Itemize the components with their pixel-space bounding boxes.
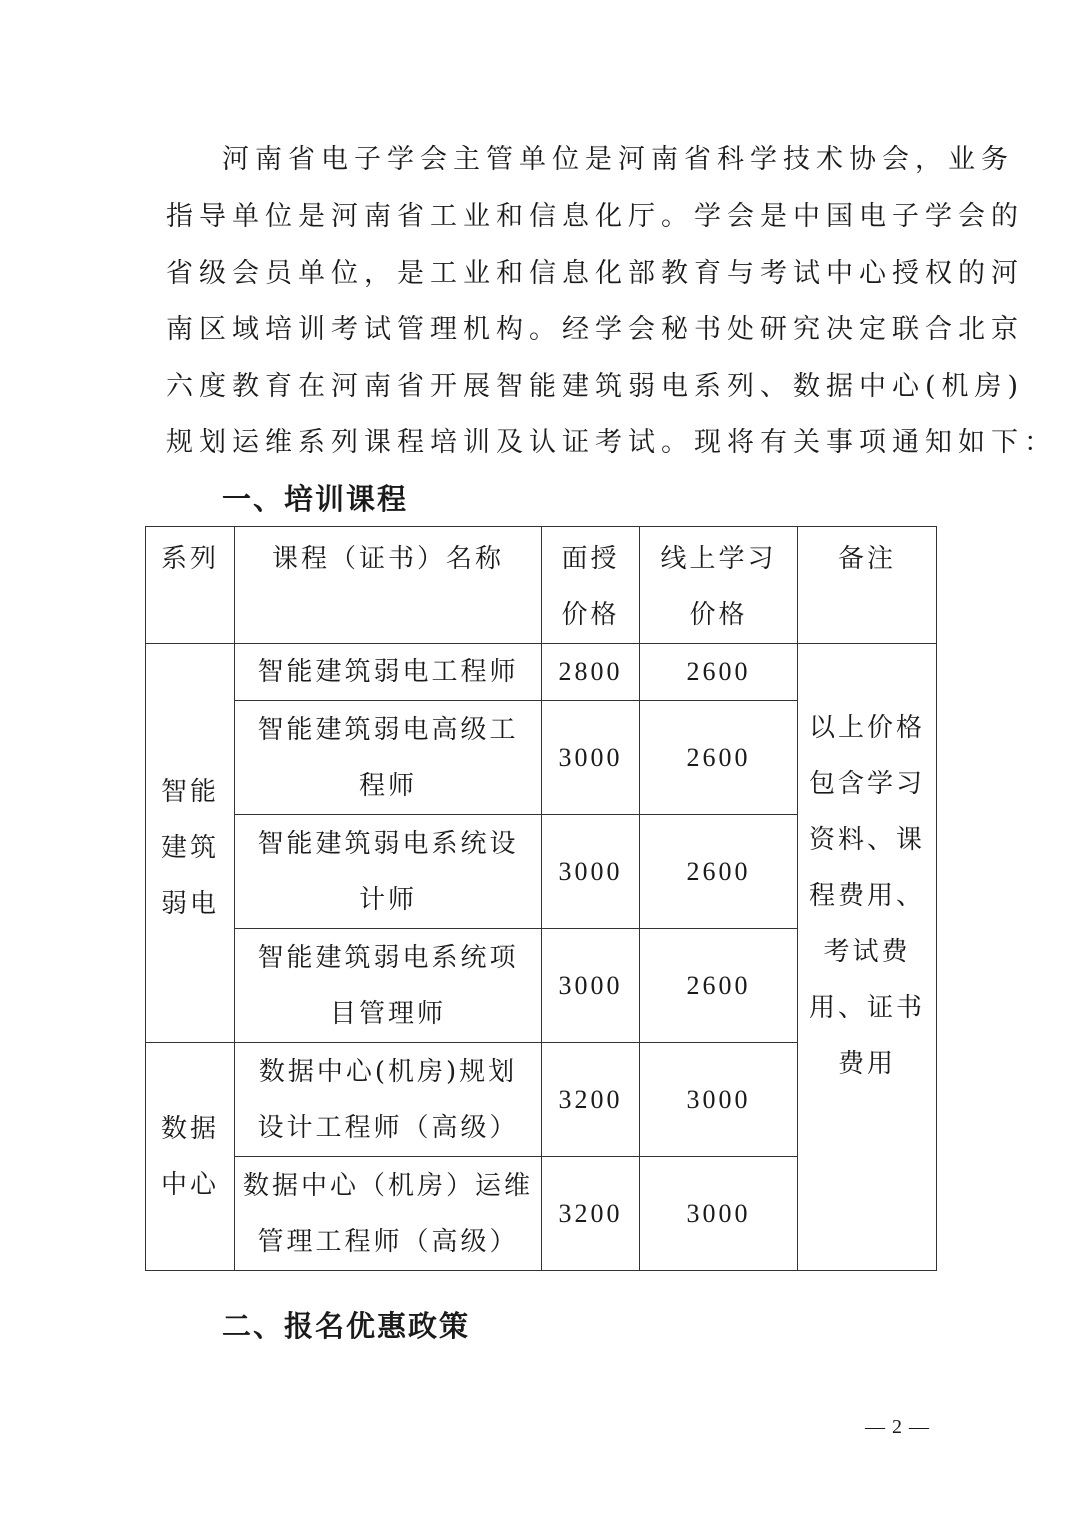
header-course-name: 课程（证书）名称 [235,527,542,644]
course-name-cell: 智能建筑弱电工程师 [235,644,542,701]
page-number: — 2 — [865,1416,930,1438]
offline-price-cell: 3200 [542,1157,640,1271]
paragraph-line: 河南省电子学会主管单位是河南省科学技术协会，业务 [222,144,1014,175]
section-heading-discount: 二、报名优惠政策 [222,1309,471,1343]
paragraph-line: 规划运维系列课程培训及认证考试。现将有关事项通知如下： [166,427,1057,458]
offline-price-cell: 3000 [542,815,640,929]
series-cell-smart-building: 智能建筑弱电 [146,644,235,1043]
offline-price-cell: 3200 [542,1043,640,1157]
course-name-cell: 智能建筑弱电系统设计师 [235,815,542,929]
course-name-cell: 数据中心（机房）运维管理工程师（高级） [235,1157,542,1271]
note-cell: 以上价格包含学习资料、课程费用、考试费用、证书费用 [798,644,937,1271]
table-row [146,644,937,701]
header-series: 系列 [146,527,235,644]
online-price-cell: 2600 [640,929,798,1043]
course-name-cell: 智能建筑弱电系统项目管理师 [235,929,542,1043]
online-price-cell: 2600 [640,701,798,815]
offline-price-cell: 2800 [542,644,640,701]
online-price-cell: 2600 [640,815,798,929]
table-header-row [146,527,937,644]
header-offline-line2: 价格 [561,600,620,630]
paragraph-line: 六度教育在河南省开展智能建筑弱电系列、数据中心(机房) [166,371,1025,402]
header-online-price [640,527,798,644]
header-offline-line1: 面授 [561,544,620,574]
paragraph-line: 南区域培训考试管理机构。经学会秘书处研究决定联合北京 [166,314,1024,345]
course-name-cell: 数据中心(机房)规划设计工程师（高级） [235,1043,542,1157]
offline-price-cell: 3000 [542,701,640,815]
paragraph-line: 省级会员单位，是工业和信息化部教育与考试中心授权的河 [166,258,1024,289]
header-online-line2: 价格 [689,600,748,630]
header-note: 备注 [798,527,937,644]
header-online-line1: 线上学习 [660,544,777,574]
section-heading-courses: 一、培训课程 [222,482,409,516]
course-table [145,526,937,1271]
online-price-cell: 2600 [640,644,798,701]
online-price-cell: 3000 [640,1043,798,1157]
online-price-cell: 3000 [640,1157,798,1271]
header-offline-price [542,527,640,644]
series-cell-data-center: 数据中心 [146,1043,235,1271]
offline-price-cell: 3000 [542,929,640,1043]
paragraph-line: 指导单位是河南省工业和信息化厅。学会是中国电子学会的 [166,201,1024,232]
course-name-cell: 智能建筑弱电高级工程师 [235,701,542,815]
